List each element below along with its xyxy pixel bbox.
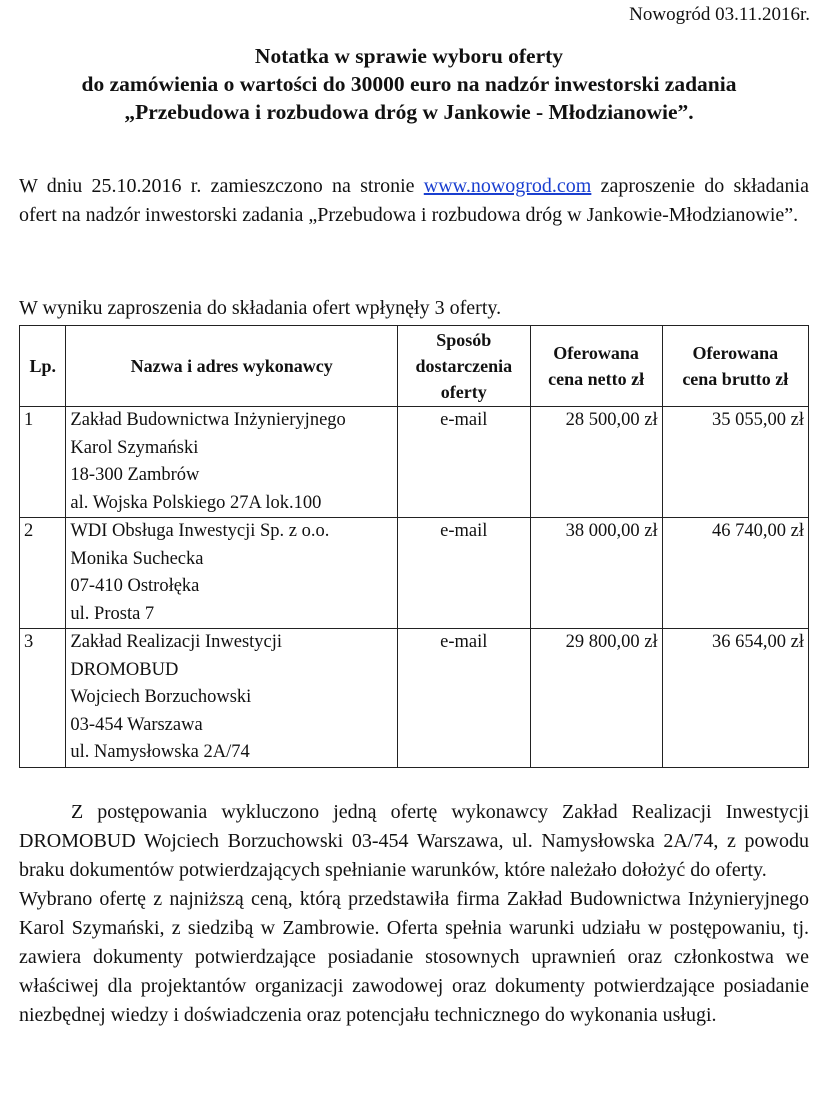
cell-gross-price: 46 740,00 zł — [662, 518, 808, 629]
paragraph-announcement — [19, 172, 809, 230]
announcement-text-after: zaproszenie do składania ofert na nadzór inwestorski zadania „Przebudowa i rozbudowa dróg w Jankowie-Młodzianowie”. — [19, 175, 809, 226]
cell-gross-price: 35 055,00 zł — [662, 407, 808, 518]
header-name: Nazwa i adres wykonawcy — [66, 326, 398, 407]
document-title — [0, 42, 818, 126]
decision-section — [19, 798, 809, 1030]
offers-table — [19, 325, 809, 768]
paragraph-selection: Wybrano ofertę z najniższą ceną, którą przedstawiła firma Zakład Budownictwa Inżynieryjnego Karol Szymański, z siedzibą w Zambrowie. Oferta spełnia warunki udziału w postępowaniu, tj. zawiera dokumenty potwierdzające posiadanie stosownych uprawnień oraz członkostwa we właściwej dla projektantów organizacji zawodowej oraz dokumenty potwierdzające posiadanie niezbędnej wiedzy i doświadczenia oraz potencjału technicznego do wykonania usługi. — [19, 888, 809, 1026]
title-line-1: Notatka w sprawie wyboru oferty — [254, 44, 564, 68]
cell-net-price: 29 800,00 zł — [530, 629, 662, 768]
table-row — [20, 407, 809, 518]
cell-contractor: Zakład Realizacji Inwestycji DROMOBUD Wojciech Borzuchowski 03-454 Warszawa ul. Namysłowska 2A/74 — [66, 629, 398, 768]
offers-intro: W wyniku zaproszenia do składania ofert wpłynęły 3 oferty. — [19, 297, 502, 319]
paragraph-exclusion: Z postępowania wykluczono jedną ofertę wykonawcy Zakład Realizacji Inwestycji DROMOBUD Wojciech Borzuchowski 03-454 Warszawa, ul. Namysłowska 2A/74, z powodu braku dokumentów potwierdzających spełnianie warunków, które należało dołożyć do oferty. — [19, 801, 809, 881]
cell-delivery: e-mail — [397, 629, 530, 768]
table-row — [20, 518, 809, 629]
announcement-text-before: W dniu 25.10.2016 r. zamieszczono na stronie — [19, 175, 424, 197]
cell-lp: 3 — [20, 629, 66, 768]
title-line-3: „Przebudowa i rozbudowa dróg w Jankowie - Młodzianowie”. — [124, 100, 694, 124]
header-gross-price: Oferowana cena brutto zł — [662, 326, 808, 407]
header-delivery: Sposób dostarczenia oferty — [397, 326, 530, 407]
cell-lp: 1 — [20, 407, 66, 518]
cell-lp: 2 — [20, 518, 66, 629]
table-header-row — [20, 326, 809, 407]
cell-contractor: WDI Obsługa Inwestycji Sp. z o.o. Monika Suchecka 07-410 Ostrołęka ul. Prosta 7 — [66, 518, 398, 629]
cell-gross-price: 36 654,00 zł — [662, 629, 808, 768]
website-link[interactable]: www.nowogrod.com — [423, 175, 592, 197]
title-line-2: do zamówienia o wartości do 30000 euro na nadzór inwestorski zadania — [81, 72, 737, 96]
cell-delivery: e-mail — [397, 407, 530, 518]
table-row — [20, 629, 809, 768]
header-net-price: Oferowana cena netto zł — [530, 326, 662, 407]
cell-net-price: 28 500,00 zł — [530, 407, 662, 518]
cell-delivery: e-mail — [397, 518, 530, 629]
header-lp: Lp. — [20, 326, 66, 407]
document-date: Nowogród 03.11.2016r. — [629, 4, 810, 25]
cell-contractor: Zakład Budownictwa Inżynieryjnego Karol Szymański 18-300 Zambrów al. Wojska Polskiego 27A lok.100 — [66, 407, 398, 518]
cell-net-price: 38 000,00 zł — [530, 518, 662, 629]
